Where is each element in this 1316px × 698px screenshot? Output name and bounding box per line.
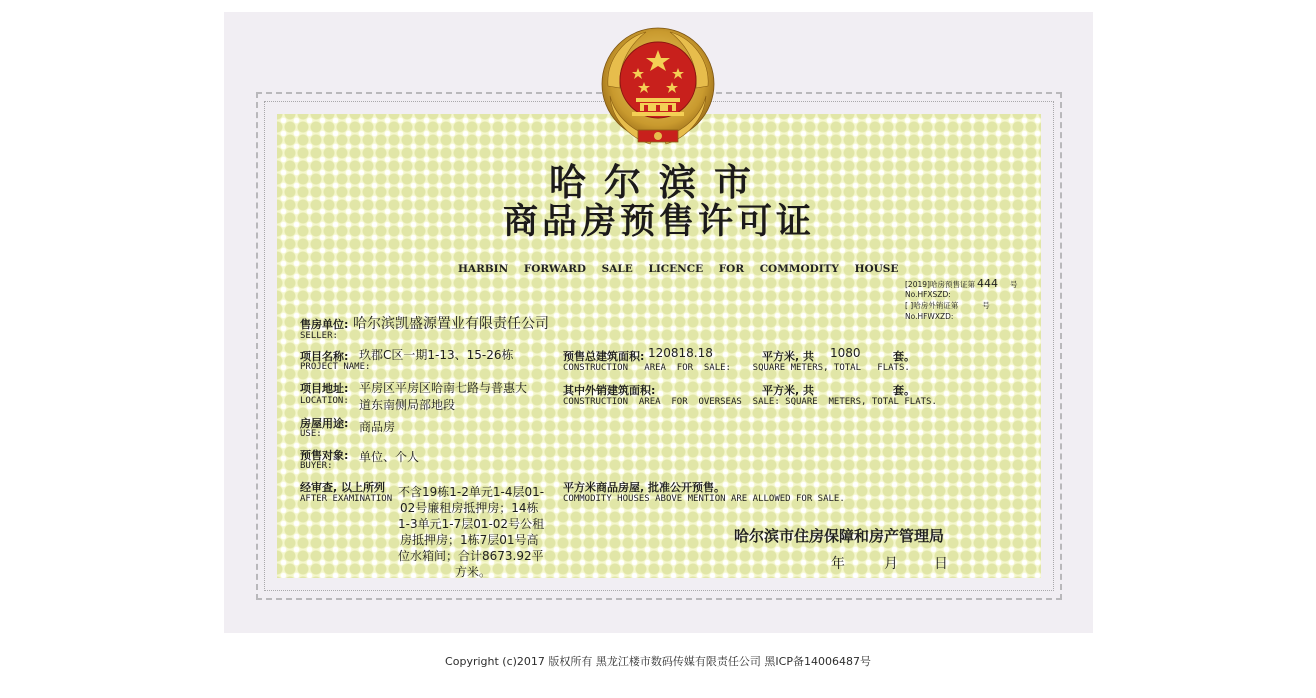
cert-number-en: No.HFXSZD: [905, 290, 951, 299]
date-year: 年 [831, 556, 845, 572]
approval-text-en: COMMODITY HOUSES ABOVE MENTION ARE ALLOWED FOR SALE. [563, 494, 845, 504]
examination-note-line: 不含19栋1-2单元1-4层01- [398, 485, 545, 499]
examination-label-en: AFTER EXAMINATION [300, 494, 393, 504]
examination-note-line: 1-3单元1-7层01-02号公租 [398, 517, 545, 531]
footer-copyright: Copyright (c)2017 版权所有 黑龙江楼市数码传媒有限责任公司 黑ICP备14006487号 [445, 655, 871, 668]
buyer-value: 单位、个人 [359, 450, 420, 464]
location-value-line1: 平房区平房区哈南七路与普惠大 [359, 381, 528, 395]
seller-label-en: SELLER: [300, 331, 338, 341]
overseas-area-label: 其中外销建筑面积: [563, 384, 656, 397]
presale-area-label: 预售总建筑面积: [563, 350, 645, 363]
presale-flat-unit: 套。 [893, 350, 915, 363]
project-value: 玖郡C区一期1-13、15-26栋 [359, 348, 514, 362]
examination-note-line: 02号廉租房抵押房；14栋 [400, 501, 539, 515]
date-day: 日 [934, 556, 948, 572]
certificate-subtitle-english: HARBIN FORWARD SALE LICENCE FOR COMMODITY HOUSE [458, 263, 899, 275]
cert-number-prefix: [2019]哈房预售证第 [905, 280, 975, 289]
buyer-label-en: BUYER: [300, 461, 333, 471]
overseas-flat-unit: 套。 [893, 384, 915, 397]
national-emblem-icon [598, 26, 718, 152]
presale-flat-count: 1080 [830, 346, 861, 360]
location-value-line2: 道东南侧局部地段 [359, 398, 456, 412]
overseas-area-en: CONSTRUCTION AREA FOR OVERSEAS SALE: SQUARE METERS, TOTAL FLATS. [563, 397, 937, 407]
cert-overseas-en: No.HFWXZD: [905, 312, 954, 321]
presale-area-unit: 平方米, 共 [762, 350, 815, 363]
cert-overseas-prefix: [ ]哈房外销证第 [905, 301, 959, 310]
issuing-authority: 哈尔滨市住房保障和房产管理局 [734, 527, 945, 545]
use-label-en: USE: [300, 429, 322, 439]
examination-label: 经审查, 以上所列 [300, 481, 386, 494]
cert-number-value: 444 [976, 277, 998, 290]
cert-overseas-suffix: 号 [982, 301, 990, 310]
date-month: 月 [884, 556, 898, 572]
use-label: 房屋用途: [300, 417, 349, 430]
buyer-label: 预售对象: [300, 449, 349, 462]
location-label: 项目地址: [300, 382, 349, 395]
project-label-en: PROJECT NAME: [300, 362, 371, 372]
project-label: 项目名称: [300, 350, 349, 363]
location-label-en: LOCATION: [300, 396, 349, 406]
examination-note-line: 位水箱间；合计8673.92平 [398, 549, 544, 563]
cert-number-line1 [905, 277, 1017, 290]
cert-overseas-line [905, 300, 990, 311]
seller-value: 哈尔滨凯盛源置业有限责任公司 [353, 316, 549, 332]
presale-area-en: CONSTRUCTION AREA FOR SALE: SQUARE METERS, TOTAL FLATS. [563, 363, 910, 373]
cert-number-suffix: 号 [1009, 280, 1018, 289]
seller-label: 售房单位: [300, 318, 349, 331]
use-value: 商品房 [359, 420, 396, 434]
overseas-area-unit: 平方米, 共 [762, 384, 815, 397]
certificate-title-city: 哈尔滨市 [549, 160, 769, 204]
examination-note-line: 房抵押房；1栋7层01号高 [400, 533, 539, 547]
examination-note-line: 方米。 [455, 565, 492, 579]
certificate-title-document: 商品房预售许可证 [502, 201, 815, 242]
approval-text: 平方米商品房屋, 批准公开预售。 [563, 481, 726, 494]
presale-area-value: 120818.18 [648, 346, 713, 360]
